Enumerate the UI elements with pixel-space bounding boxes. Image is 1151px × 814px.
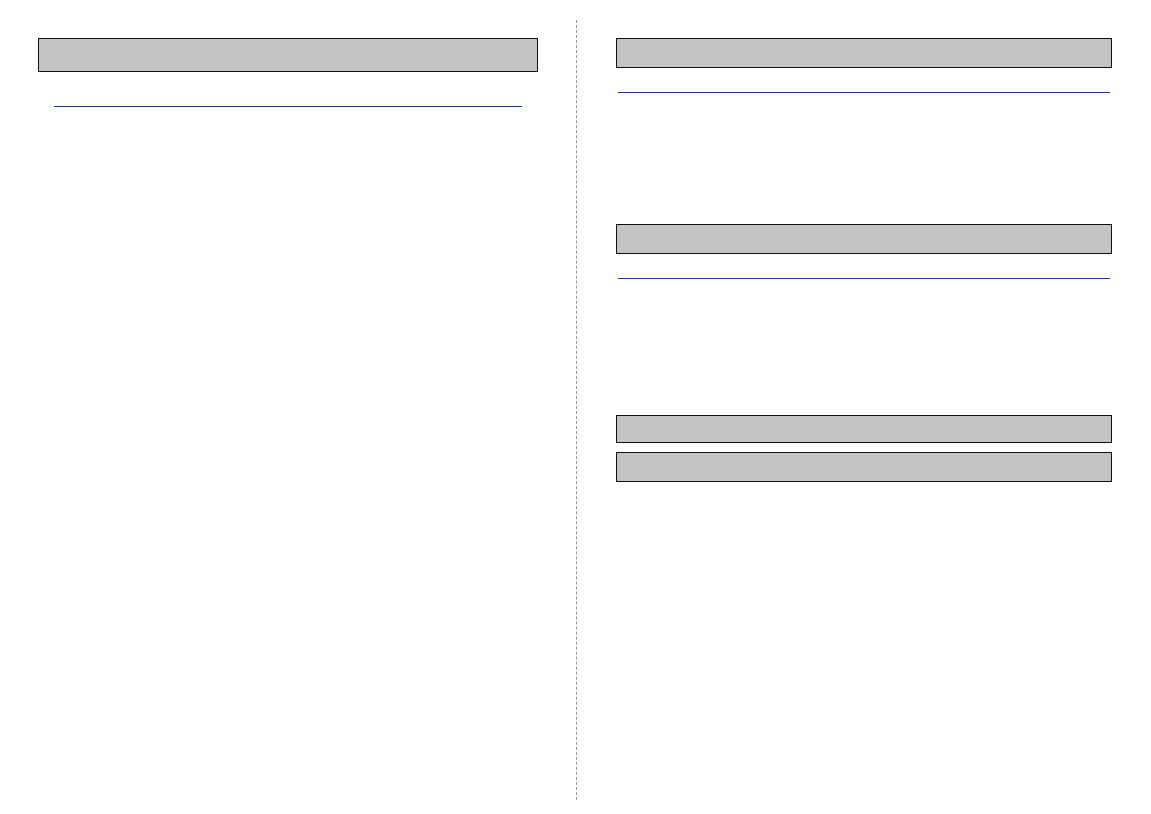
weekly-report-banner (616, 452, 1112, 482)
page-divider (576, 20, 577, 800)
wednesday-rule (618, 278, 1110, 279)
praise-rule (618, 92, 1110, 93)
dawn-prayer-banner (616, 415, 1112, 443)
sunday-banner (38, 38, 538, 72)
praise-banner (616, 38, 1112, 68)
header-rule (54, 106, 522, 107)
wednesday-banner (616, 224, 1112, 254)
